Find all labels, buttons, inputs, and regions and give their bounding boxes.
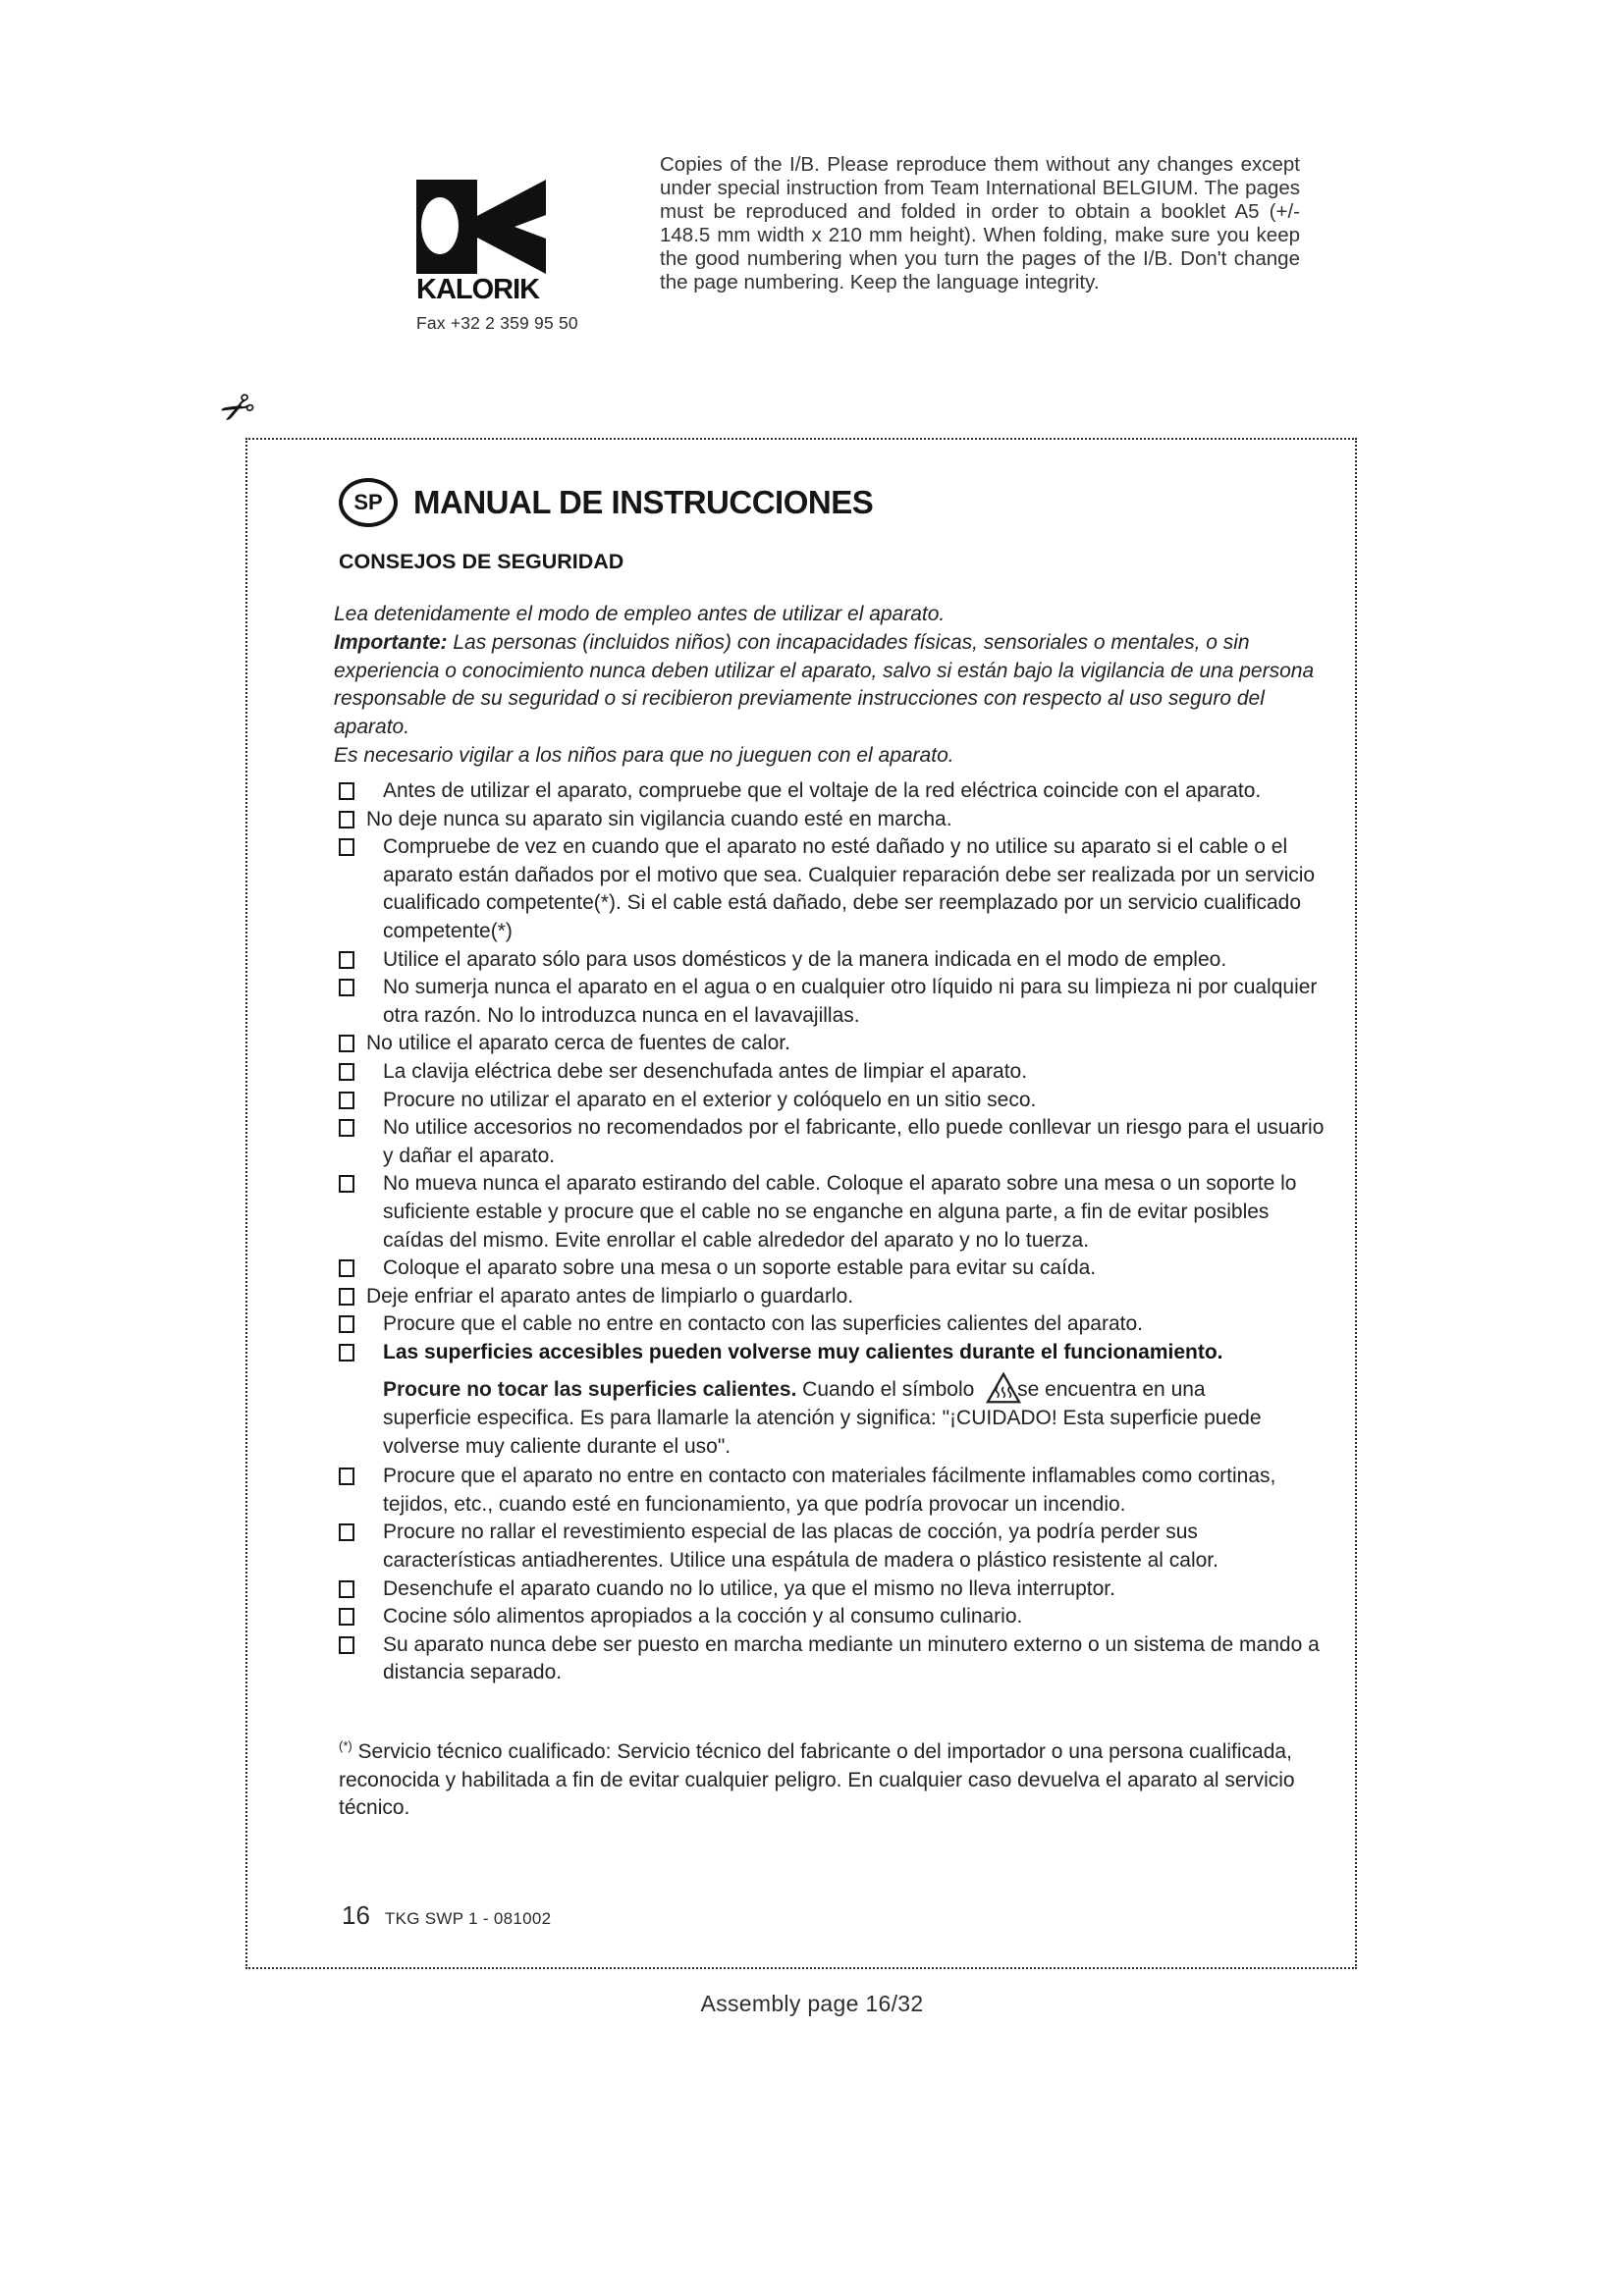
bullet-text: Antes de utilizar el aparato, compruebe que el voltaje de la red eléctrica coincide con el aparato. bbox=[383, 779, 1262, 802]
hot-surface-warning-icon bbox=[986, 1372, 1021, 1404]
brand-fax-number: Fax +32 2 359 95 50 bbox=[416, 313, 578, 333]
checkbox-bullet-icon bbox=[339, 1035, 354, 1052]
bullet-text: No mueva nunca el aparato estirando del cable. Coloque el aparato sobre una mesa o un soporte lo suficiente estable y procure que el cable no se enganche en alguna parte, a fin de evitar posibles caídas del mismo. Evite enrollar el cable alrededor del aparato y no lo tuerza. bbox=[383, 1172, 1297, 1252]
manual-title-row bbox=[339, 478, 873, 527]
bullet-text: Utilice el aparato sólo para usos domésticos y de la manera indicada en el modo de empleo. bbox=[383, 947, 1227, 971]
safety-bullet-item bbox=[339, 777, 1328, 806]
scissors-cut-icon: ✂ bbox=[211, 380, 264, 438]
safety-intro bbox=[334, 601, 1318, 771]
checkbox-bullet-icon bbox=[339, 1636, 354, 1654]
section-heading-safety: CONSEJOS DE SEGURIDAD bbox=[339, 550, 624, 573]
page-footer bbox=[342, 1900, 551, 1931]
bullet-text: No deje nunca su aparato sin vigilancia cuando esté en marcha. bbox=[366, 807, 952, 830]
safety-bullet-item bbox=[339, 1283, 1328, 1311]
checkbox-bullet-icon bbox=[339, 811, 354, 828]
safety-bullet-item bbox=[339, 1463, 1328, 1519]
bullet-text: No utilice accesorios no recomendados por el fabricante, ello puede conllevar un riesgo para el usuario y dañar el aparato. bbox=[383, 1116, 1325, 1167]
footnote-text: Servicio técnico cualificado: Servicio técnico del fabricante o del importador o una persona cualificada, reconocida y habilitada a fin de evitar cualquier peligro. En cualquier caso devuelva el aparato al servicio técnico. bbox=[339, 1740, 1295, 1820]
checkbox-bullet-icon bbox=[339, 1580, 354, 1598]
checkbox-bullet-icon bbox=[339, 1315, 354, 1333]
bullet-text: Procure que el aparato no entre en contacto con materiales fácilmente inflamables como cortinas, tejidos, etc., cuando esté en funcionamiento, ya que podría provocar un incendio. bbox=[383, 1465, 1276, 1516]
hot-surface-note-lead: Procure no tocar las superficies calientes. bbox=[383, 1378, 797, 1402]
language-badge-sp: SP bbox=[339, 478, 398, 527]
bullet-group-1 bbox=[339, 777, 1328, 1366]
checkbox-bullet-icon bbox=[339, 1608, 354, 1626]
checkbox-bullet-icon bbox=[339, 1344, 354, 1362]
checkbox-bullet-icon bbox=[339, 1523, 354, 1541]
safety-bullet-item bbox=[339, 1631, 1328, 1687]
safety-bullet-item bbox=[339, 1030, 1328, 1058]
checkbox-bullet-icon bbox=[339, 979, 354, 996]
bullet-text: No utilice el aparato cerca de fuentes de calor. bbox=[366, 1032, 790, 1055]
intro-importante bbox=[334, 629, 1318, 742]
checkbox-bullet-icon bbox=[339, 1288, 354, 1306]
page-number: 16 bbox=[342, 1900, 370, 1930]
checkbox-bullet-icon bbox=[339, 1175, 354, 1193]
bullet-text: La clavija eléctrica debe ser desenchufada antes de limpiar el aparato. bbox=[383, 1059, 1028, 1083]
brand-name: KALORIK bbox=[416, 274, 540, 305]
intro-line-1: Lea detenidamente el modo de empleo antes de utilizar el aparato. bbox=[334, 603, 946, 625]
checkbox-bullet-icon bbox=[339, 1259, 354, 1277]
bullet-text: Deje enfriar el aparato antes de limpiarlo o guardarlo. bbox=[366, 1284, 854, 1308]
checkbox-bullet-icon bbox=[339, 951, 354, 969]
safety-bullet-item bbox=[339, 1058, 1328, 1087]
safety-bullet-item bbox=[339, 1114, 1328, 1170]
bullet-text: Desenchufe el aparato cuando no lo utilice, ya que el mismo no lleva interruptor. bbox=[383, 1576, 1115, 1600]
kalorik-logo-block bbox=[416, 180, 613, 334]
bullet-text: Procure no utilizar el aparato en el exterior y colóquelo en un sitio seco. bbox=[383, 1088, 1037, 1111]
hot-surface-note-pre: Cuando el símbolo bbox=[796, 1378, 981, 1402]
bullet-text: Coloque el aparato sobre una mesa o un soporte estable para evitar su caída. bbox=[383, 1256, 1097, 1280]
kalorik-k-logo-icon bbox=[416, 180, 548, 274]
hot-surface-note-post: se encuentra en una superficie especifica. Es para llamarle la atención y significa: "¡CUIDADO! Esta superficie puede volverse muy caliente durante el uso". bbox=[383, 1378, 1262, 1458]
bullet-text: Las superficies accesibles pueden volverse muy calientes durante el funcionamiento. bbox=[383, 1340, 1223, 1363]
safety-bullet-item bbox=[339, 1603, 1328, 1631]
checkbox-bullet-icon bbox=[339, 782, 354, 800]
safety-bullet-item bbox=[339, 1519, 1328, 1575]
bullet-text: Compruebe de vez en cuando que el aparato no esté dañado y no utilice su aparato si el cable o el aparato están dañados por el motivo que sea. Cualquier reparación debe ser realizada por un servicio cualificado competente(*). Si el cable está dañado, debe ser reemplazado por un servicio cualificado competente(*) bbox=[383, 835, 1316, 942]
page-title: MANUAL DE INSTRUCCIONES bbox=[413, 484, 874, 520]
checkbox-bullet-icon bbox=[339, 838, 354, 856]
safety-bullet-item bbox=[339, 1087, 1328, 1115]
safety-bullet-item bbox=[339, 833, 1328, 945]
safety-bullet-item bbox=[339, 974, 1328, 1030]
bullet-text: Procure no rallar el revestimiento especial de las placas de cocción, ya podría perder sus características antiadherentes. Utilice una espátula de madera o plástico resistente al calor. bbox=[383, 1521, 1218, 1573]
safety-bullet-item bbox=[339, 946, 1328, 975]
reproduction-note: Copies of the I/B. Please reproduce them without any changes except under special instruction from Team International BELGIUM. The pages must be reproduced and folded in order to obtain a booklet A5 (+/- 148.5 mm width x 210 mm height). When folding, make sure you keep the good numbering when you turn the pages of the I/B. Don't change the page numbering. Keep the language integrity. bbox=[660, 153, 1300, 294]
bullet-text: Procure que el cable no entre en contacto con las superficies calientes del aparato. bbox=[383, 1312, 1143, 1336]
checkbox-bullet-icon bbox=[339, 1092, 354, 1109]
document-code: TKG SWP 1 - 081002 bbox=[384, 1909, 552, 1928]
importante-label: Importante: bbox=[334, 630, 448, 654]
hot-surface-note bbox=[383, 1372, 1278, 1461]
checkbox-bullet-icon bbox=[339, 1119, 354, 1137]
safety-bullet-item bbox=[339, 1575, 1328, 1604]
footnote-marker: (*) bbox=[339, 1738, 352, 1753]
bullet-text: No sumerja nunca el aparato en el agua o en cualquier otro líquido ni para su limpieza ni por cualquier otra razón. No lo introduzca nunca en el lavavajillas. bbox=[383, 976, 1318, 1027]
safety-bullet-item bbox=[339, 806, 1328, 834]
bullet-text: Su aparato nunca debe ser puesto en marcha mediante un minutero externo o un sistema de mando a distancia separado. bbox=[383, 1632, 1320, 1684]
bullet-group-2 bbox=[339, 1463, 1328, 1687]
bullet-text: Cocine sólo alimentos apropiados a la cocción y al consumo culinario. bbox=[383, 1605, 1023, 1629]
safety-bullet-item bbox=[339, 1310, 1328, 1339]
intro-line-3: Es necesario vigilar a los niños para que no jueguen con el aparato. bbox=[334, 743, 954, 767]
safety-bullet-item bbox=[339, 1255, 1328, 1283]
safety-bullet-item bbox=[339, 1170, 1328, 1255]
safety-bullet-item bbox=[339, 1339, 1328, 1367]
checkbox-bullet-icon bbox=[339, 1063, 354, 1081]
checkbox-bullet-icon bbox=[339, 1468, 354, 1485]
importante-text: Las personas (incluidos niños) con incapacidades físicas, sensoriales o mentales, o sin experiencia o conocimiento nunca deben utilizar el aparato, salvo si están bajo la vigilancia de una persona responsable de su seguridad o si recibieron previamente instrucciones con respecto al uso seguro del aparato. bbox=[334, 630, 1315, 739]
service-footnote bbox=[339, 1733, 1321, 1823]
safety-bullet-list bbox=[339, 777, 1328, 1823]
assembly-page-footer: Assembly page 16/32 bbox=[700, 1991, 924, 2016]
